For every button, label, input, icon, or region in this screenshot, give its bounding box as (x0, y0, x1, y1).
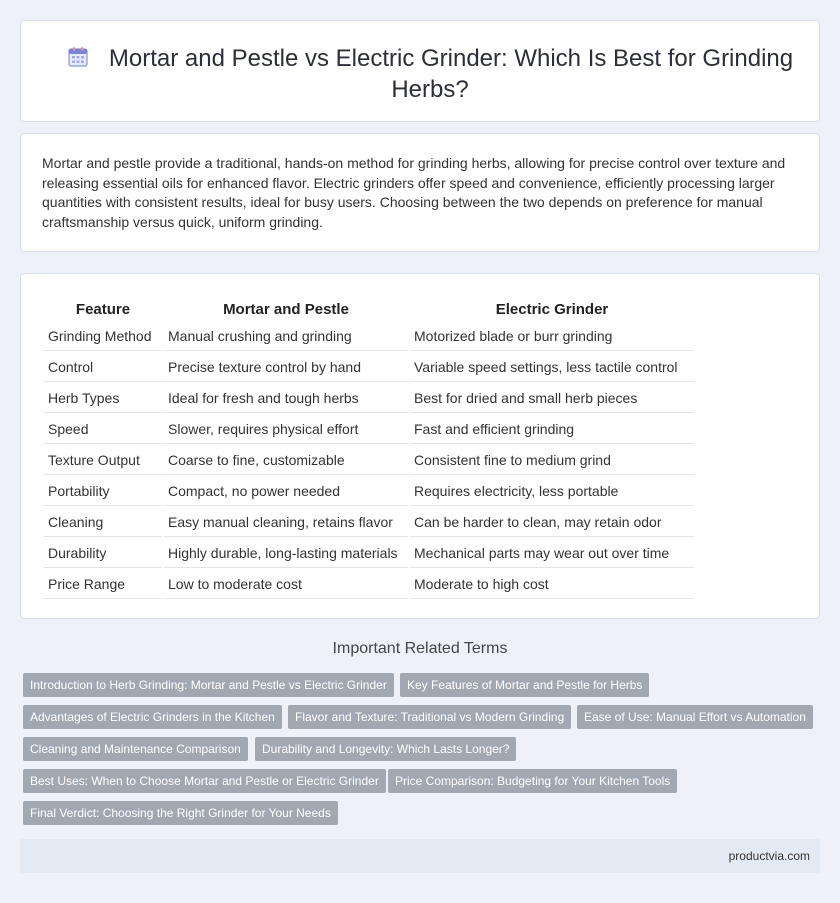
related-tag-price-comparison[interactable]: Price Comparison: Budgeting for Your Kitchen Tools (388, 769, 677, 793)
feature-cell: Speed (44, 415, 162, 444)
feature-cell: Herb Types (44, 384, 162, 413)
comparison-table (42, 296, 696, 601)
mortar-cell: Easy manual cleaning, retains flavor (164, 508, 408, 537)
feature-cell: Cleaning (44, 508, 162, 537)
footer-site: productvia.com (728, 849, 810, 863)
grinder-cell: Best for dried and small herb pieces (410, 384, 694, 413)
grinder-cell: Consistent fine to medium grind (410, 446, 694, 475)
mortar-cell: Low to moderate cost (164, 570, 408, 599)
table-row (44, 446, 694, 475)
grinder-cell: Fast and efficient grinding (410, 415, 694, 444)
intro-card (20, 133, 820, 252)
table-row (44, 539, 694, 568)
table-row (44, 415, 694, 444)
mortar-cell: Slower, requires physical effort (164, 415, 408, 444)
table-row (44, 477, 694, 506)
table-row (44, 384, 694, 413)
table-header-row (44, 298, 694, 320)
related-terms-heading: Important Related Terms (332, 640, 508, 657)
footer (20, 839, 820, 873)
grinder-cell: Requires electricity, less portable (410, 477, 694, 506)
related-tag-ease-of-use[interactable]: Ease of Use: Manual Effort vs Automation (577, 705, 813, 729)
comparison-card (20, 273, 820, 619)
table-row (44, 322, 694, 351)
feature-cell: Durability (44, 539, 162, 568)
grinder-cell: Mechanical parts may wear out over time (410, 539, 694, 568)
mortar-cell: Ideal for fresh and tough herbs (164, 384, 408, 413)
calendar-icon (67, 46, 89, 68)
mortar-cell: Compact, no power needed (164, 477, 408, 506)
header-electric-grinder: Electric Grinder (495, 300, 609, 318)
mortar-cell: Coarse to fine, customizable (164, 446, 408, 475)
title-card (20, 20, 820, 122)
related-tag-advantages[interactable]: Advantages of Electric Grinders in the Kitchen (23, 705, 282, 729)
title-wrap (61, 43, 799, 105)
related-tag-introduction[interactable]: Introduction to Herb Grinding: Mortar and Pestle vs Electric Grinder (23, 673, 394, 697)
header-feature: Feature (75, 300, 131, 318)
grinder-cell: Moderate to high cost (410, 570, 694, 599)
feature-cell: Grinding Method (44, 322, 162, 351)
table-row (44, 508, 694, 537)
related-tag-best-uses[interactable]: Best Uses: When to Choose Mortar and Pestle or Electric Grinder (23, 769, 386, 793)
grinder-cell: Can be harder to clean, may retain odor (410, 508, 694, 537)
related-tag-final-verdict[interactable]: Final Verdict: Choosing the Right Grinder for Your Needs (23, 801, 338, 825)
feature-cell: Texture Output (44, 446, 162, 475)
table-row (44, 353, 694, 382)
grinder-cell: Motorized blade or burr grinding (410, 322, 694, 351)
feature-cell: Control (44, 353, 162, 382)
page-title: Mortar and Pestle vs Electric Grinder: Which Is Best for Grinding Herbs? (108, 45, 794, 103)
table-row (44, 570, 694, 599)
mortar-cell: Precise texture control by hand (164, 353, 408, 382)
related-tag-key-features[interactable]: Key Features of Mortar and Pestle for Herbs (400, 673, 649, 697)
header-mortar-and-pestle: Mortar and Pestle (223, 300, 349, 318)
related-tag-cleaning[interactable]: Cleaning and Maintenance Comparison (23, 737, 248, 761)
feature-cell: Price Range (44, 570, 162, 599)
related-tag-flavor-texture[interactable]: Flavor and Texture: Traditional vs Modern Grinding (288, 705, 571, 729)
related-tag-durability[interactable]: Durability and Longevity: Which Lasts Longer? (255, 737, 516, 761)
mortar-cell: Highly durable, long-lasting materials (164, 539, 408, 568)
feature-cell: Portability (44, 477, 162, 506)
intro-paragraph: Mortar and pestle provide a traditional, hands-on method for grinding herbs, allowing for precise control over texture and releasing essential oils for enhanced flavor. Electric grinders offer speed and convenience, efficiently processing larger quantities with consistent results, ideal for busy users. Choosing between the two depends on preference for manual craftsmanship versus quick, uniform grinding. (42, 155, 786, 230)
mortar-cell: Manual crushing and grinding (164, 322, 408, 351)
grinder-cell: Variable speed settings, less tactile control (410, 353, 694, 382)
